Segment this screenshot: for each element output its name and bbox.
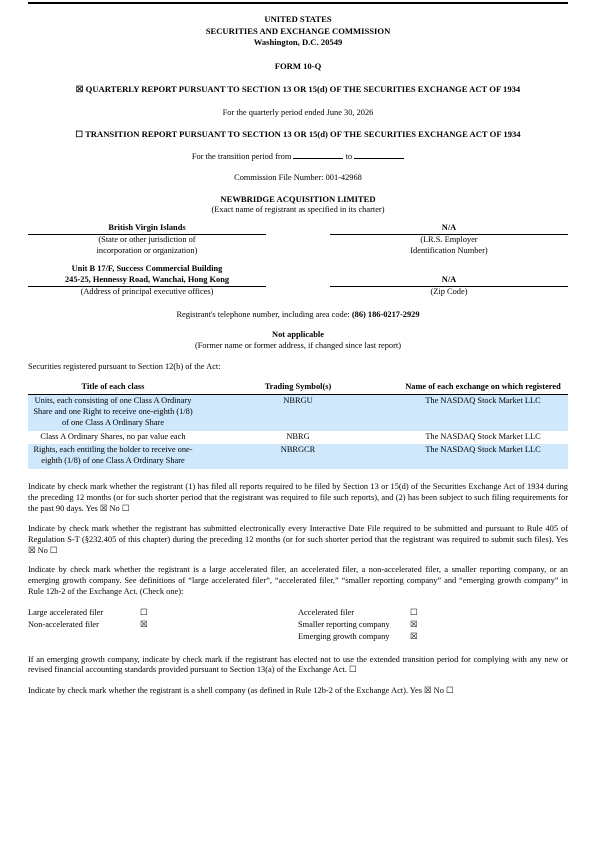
- header-line-3: Washington, D.C. 20549: [253, 37, 343, 48]
- emerging-growth-paragraph: If an emerging growth company, indicate by check mark if the registrant has elected not to use the extended transition period for complying with any new or revised financial accounting standards provided pursuant to Section 13(a) of the Exchange Act. ☐: [28, 654, 568, 675]
- header-trading-symbol: Trading Symbol(s): [198, 381, 398, 395]
- securities-header-row: [28, 381, 568, 395]
- former-name: Not applicable: [272, 330, 324, 340]
- exchange-name: The NASDAQ Stock Market LLC: [425, 431, 541, 441]
- zip-caption: (Zip Code): [330, 286, 568, 298]
- header-block: [28, 14, 568, 49]
- telephone-line: [28, 310, 568, 321]
- class-title: Units, each consisting of one Class A Ordinary Share and one Right to receive one-eighth (1/8) of one Class A Ordinary Share: [28, 395, 198, 431]
- irs-col: [330, 223, 568, 256]
- filed-reports-paragraph: Indicate by check mark whether the registrant (1) has filed all reports required to be filed by Section 13 or 15(d) of the Securities Exchange Act of 1934 during the preceding 12 months (or for such shorter period that the registrant was required to file such reports), and (2) has been subject to such filing requirements for the past 90 days. Yes ☒ No ☐: [28, 481, 568, 513]
- smaller-reporting-company-label: Smaller reporting company: [298, 620, 390, 630]
- table-row: [28, 395, 568, 431]
- interactive-data-paragraph: Indicate by check mark whether the registrant has submitted electronically every Interactive Date File required to be submitted and pursuant to Rule 405 of Regulation S-T (§232.405 of this chapter) during the preceding 12 months (or for such shorter period that the registrant was required to submit such files). Yes ☒ No ☐: [28, 523, 568, 555]
- table-row: [28, 431, 568, 445]
- transition-report-title: ☐ TRANSITION REPORT PURSUANT TO SECTION 13 OR 15(d) OF THE SECURITIES EXCHANGE ACT OF 1934: [75, 128, 521, 139]
- grid-empty-cell: [28, 631, 140, 643]
- form-title: FORM 10-Q: [274, 60, 322, 71]
- registrant-name: NEWBRIDGE ACQUISITION LIMITED: [220, 193, 376, 204]
- accelerated-filer-label: Accelerated filer: [298, 608, 355, 618]
- filer-type-paragraph: Indicate by check mark whether the registrant is a large accelerated filer, an accelerated filer, a non-accelerated filer, a smaller reporting company, or an emerging growth company. See definitions of “large accelerated filer”, “accelerated filer,” “smaller reporting company” and “emerging growth company” in Rule 12b-2 of the Exchange Act. (Check one):: [28, 565, 568, 597]
- telephone-label: Registrant's telephone number, including area code:: [176, 309, 350, 319]
- jurisdiction-row: [28, 223, 568, 256]
- address-caption: (Address of principal executive offices): [28, 286, 266, 298]
- jurisdiction-caption: [28, 234, 266, 257]
- trading-symbol: NBRGU: [198, 395, 398, 431]
- zip-value: N/A: [441, 275, 457, 285]
- accelerated-filer-checkbox[interactable]: ☐: [410, 608, 418, 618]
- irs-caption-line-2: Identification Number): [410, 245, 488, 255]
- transition-period-prefix: For the transition period from: [191, 152, 292, 162]
- irs-value: N/A: [441, 223, 457, 233]
- registrant-name-caption: (Exact name of registrant as specified in its charter): [211, 205, 385, 215]
- transition-period-to: to: [345, 152, 353, 162]
- transition-from-blank: [293, 151, 343, 159]
- transition-period: [28, 151, 568, 163]
- class-title: Class A Ordinary Shares, no par value each: [40, 431, 186, 441]
- securities-intro: Securities registered pursuant to Section 12(b) of the Act:: [28, 361, 221, 371]
- jurisdiction-value: British Virgin Islands: [108, 223, 186, 233]
- zip-spacer: [330, 264, 568, 275]
- quarterly-period: For the quarterly period ended June 30, 2026: [222, 107, 374, 117]
- irs-caption-line-1: (I.R.S. Employer: [420, 234, 478, 244]
- non-accelerated-filer-checkbox[interactable]: ☒: [140, 620, 148, 630]
- transition-to-blank: [354, 151, 404, 159]
- header-title-of-class: Title of each class: [28, 381, 198, 395]
- header-line-2: SECURITIES AND EXCHANGE COMMISSION: [205, 25, 391, 36]
- grid-empty-cell: [140, 631, 298, 643]
- quarterly-report-title: ☒ QUARTERLY REPORT PURSUANT TO SECTION 13 OR 15(d) OF THE SECURITIES EXCHANGE ACT OF 1934: [75, 84, 521, 95]
- emerging-growth-company-checkbox[interactable]: ☒: [410, 631, 418, 641]
- filer-status-grid: [28, 607, 568, 642]
- non-accelerated-filer-label: Non-accelerated filer: [28, 620, 99, 630]
- address-line-1: Unit B 17/F, Success Commercial Building: [71, 264, 223, 274]
- large-accelerated-filer-label: Large accelerated filer: [28, 608, 104, 618]
- securities-table: [28, 381, 568, 469]
- address-row: [28, 264, 568, 297]
- address-col: [28, 264, 266, 297]
- jurisdiction-caption-line-1: (State or other jurisdiction of: [98, 234, 196, 244]
- telephone-number: (86) 186-0217-2929: [351, 309, 420, 319]
- zip-col: [330, 264, 568, 297]
- header-line-1: UNITED STATES: [264, 14, 332, 24]
- emerging-growth-company-label: Emerging growth company: [298, 631, 390, 641]
- jurisdiction-col: [28, 223, 266, 256]
- address-line-2: 245-25, Hennessy Road, Wanchai, Hong Kong: [64, 275, 230, 285]
- smaller-reporting-company-checkbox[interactable]: ☒: [410, 620, 418, 630]
- exchange-name: The NASDAQ Stock Market LLC: [398, 395, 568, 431]
- commission-file-number: Commission File Number: 001-42968: [234, 173, 362, 183]
- trading-symbol: NBRGCR: [198, 444, 398, 469]
- exchange-name: The NASDAQ Stock Market LLC: [398, 444, 568, 469]
- jurisdiction-caption-line-2: incorporation or organization): [96, 245, 198, 255]
- trading-symbol: NBRG: [286, 431, 310, 441]
- class-title: Rights, each entitling the holder to receive one-eighth (1/8) of one Class A Ordinary Share: [28, 444, 198, 469]
- shell-company-paragraph: Indicate by check mark whether the registrant is a shell company (as defined in Rule 12b-2 of the Exchange Act). Yes ☒ No ☐: [28, 686, 454, 696]
- table-row: [28, 444, 568, 469]
- irs-caption: [330, 234, 568, 257]
- top-rule: [28, 2, 568, 4]
- document-page: [28, 14, 568, 697]
- large-accelerated-filer-checkbox[interactable]: ☐: [140, 608, 148, 618]
- header-exchange: Name of each exchange on which registered: [398, 381, 568, 395]
- former-name-caption: (Former name or former address, if changed since last report): [194, 341, 402, 351]
